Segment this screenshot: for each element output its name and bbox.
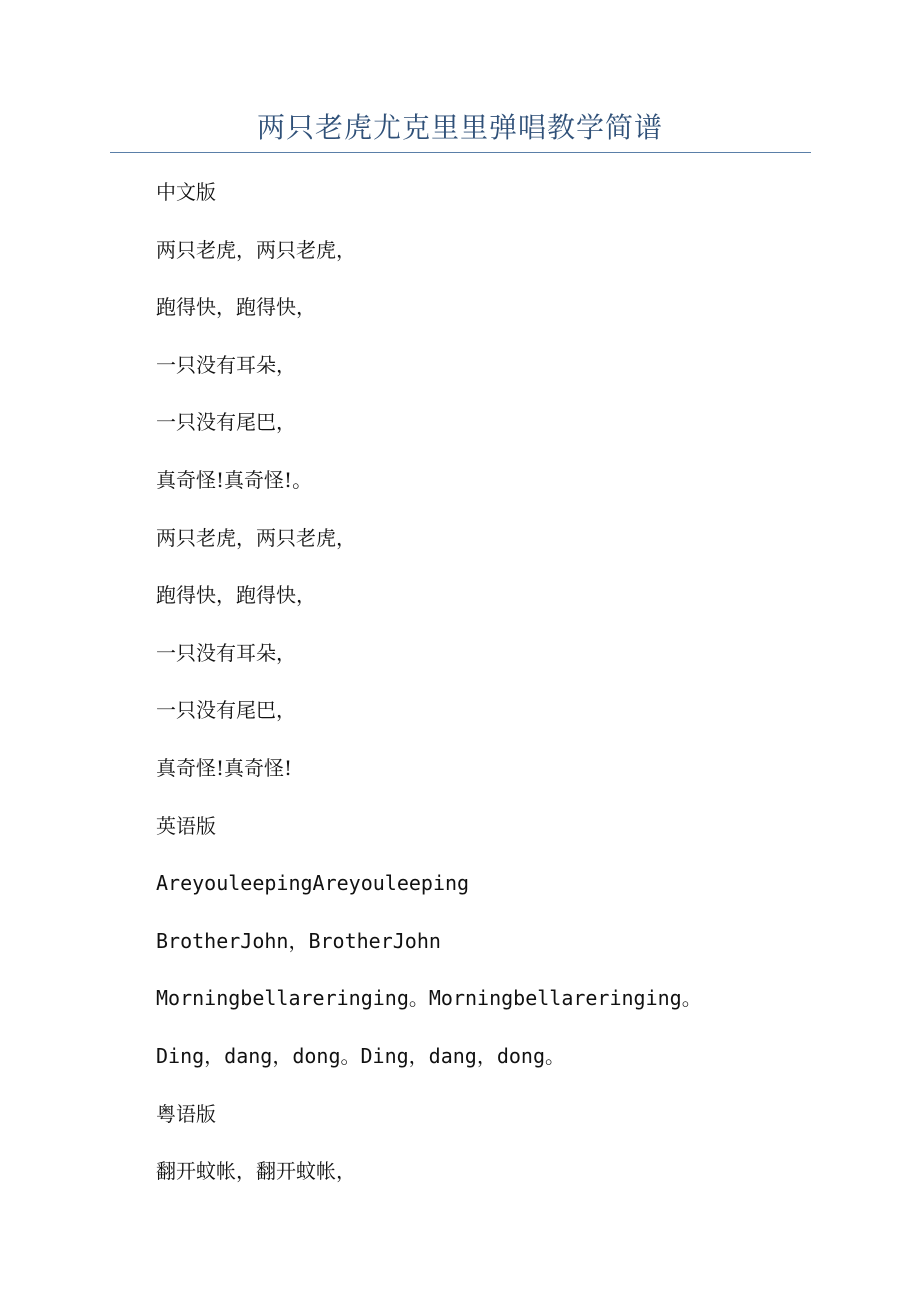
lyric-line: 一只没有耳朵， — [156, 352, 296, 377]
lyric-line: 跑得快，跑得快， — [156, 583, 316, 608]
lyric-line: 真奇怪!真奇怪!。 — [156, 467, 313, 492]
lyric-line: BrotherJohn，BrotherJohn — [156, 928, 441, 953]
lyric-line: 两只老虎，两只老虎， — [156, 237, 356, 262]
lyric-line: 真奇怪!真奇怪! — [156, 755, 293, 780]
lyric-line: 跑得快，跑得快， — [156, 295, 316, 320]
lyric-line: 一只没有耳朵， — [156, 640, 296, 665]
document-title: 两只老虎尤克里里弹唱教学简谱 — [256, 111, 663, 144]
lyric-line: AreyouleepingAreyouleeping — [156, 871, 470, 896]
title-underline — [110, 152, 811, 153]
section-heading-english: 英语版 — [156, 813, 216, 838]
section-heading-cantonese: 粤语版 — [156, 1101, 216, 1126]
lyrics-list — [156, 174, 856, 1211]
lyric-line: 一只没有尾巴， — [156, 410, 296, 435]
lyric-line: 一只没有尾巴， — [156, 698, 296, 723]
section-heading-chinese: 中文版 — [156, 180, 216, 204]
lyric-line: 两只老虎，两只老虎， — [156, 525, 356, 550]
lyric-line: 翻开蚊帐，翻开蚊帐， — [156, 1159, 356, 1184]
lyric-line: Ding，dang，dong。Ding，dang，dong。 — [156, 1043, 565, 1068]
lyric-line: Morningbellareringing。Morningbellareringing。 — [156, 986, 702, 1011]
